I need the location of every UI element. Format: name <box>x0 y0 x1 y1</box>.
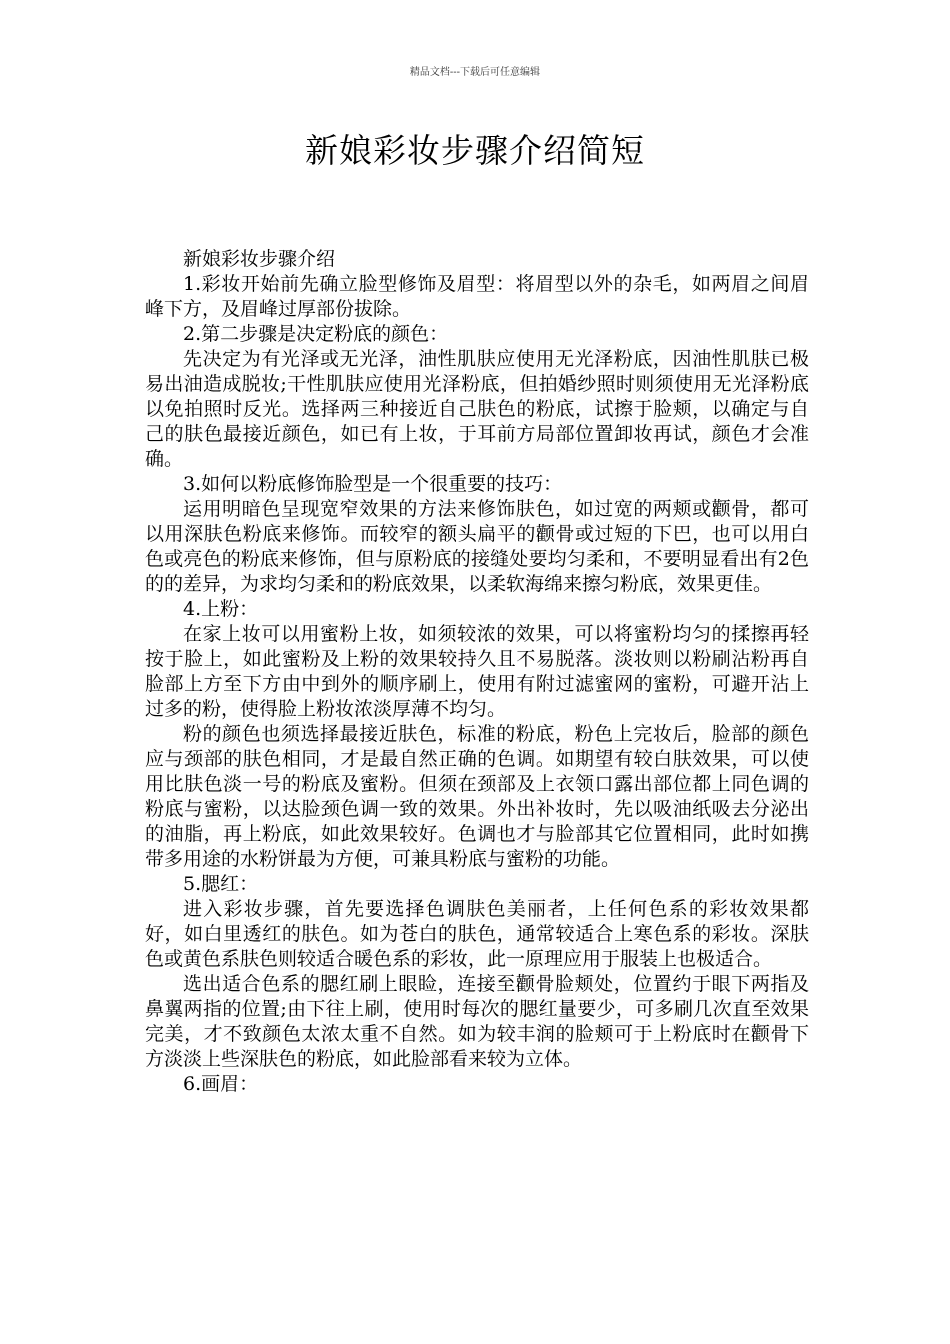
document-body <box>145 247 809 1097</box>
paragraph-step-4-heading: 4.上粉： <box>183 598 259 620</box>
paragraph-step-5-body: 进入彩妆步骤，首先要选择色调肤色美丽者，上任何色系的彩妆效果都好，如白里透红的肤色。如为苍白的肤色，通常较适合上寒色系的彩妆。深肤色或黄色系肤色则较适合暖色系的彩妆，此一原理应用于服装上也极适合。 <box>145 898 809 970</box>
document-title: 新娘彩妆步骤介绍简短 <box>305 131 645 170</box>
paragraph-step-3-heading: 3.如何以粉底修饰脸型是一个很重要的技巧： <box>183 473 563 495</box>
header-note: 精品文档---下载后可任意编辑 <box>409 67 541 78</box>
paragraph-step-3-body: 运用明暗色呈现宽窄效果的方法来修饰肤色，如过宽的两颊或颧骨，都可以用深肤色粉底来修饰。而较窄的额头扁平的颧骨或过短的下巴，也可以用白色或亮色的粉底来修饰，但与原粉底的接缝处要均匀柔和，不要明显看出有2色的的差异，为求均匀柔和的粉底效果，以柔软海绵来擦匀粉底，效果更佳。 <box>145 498 809 595</box>
paragraph-step-1: 1.彩妆开始前先确立脸型修饰及眉型：将眉型以外的杂毛，如两眉之间眉峰下方，及眉峰过厚部份拔除。 <box>145 273 809 320</box>
paragraph-step-5-heading: 5.腮红： <box>183 873 259 895</box>
paragraph-step-6-heading: 6.画眉： <box>183 1073 259 1095</box>
paragraph-step-5-body-2: 选出适合色系的腮红刷上眼睑，连接至颧骨脸颊处，位置约于眼下两指及鼻翼两指的位置;由下往上刷，使用时每次的腮红量要少，可多刷几次直至效果完美，才不致颜色太浓太重不自然。如为较丰润的脸颊可于上粉底时在颧骨下方淡淡上些深肤色的粉底，如此脸部看来较为立体。 <box>145 973 809 1070</box>
paragraph-step-4-body-2: 粉的颜色也须选择最接近肤色，标准的粉底，粉色上完妆后，脸部的颜色应与颈部的肤色相同，才是最自然正确的色调。如期望有较白肤效果，可以使用比肤色淡一号的粉底及蜜粉。但须在颈部及上衣领口露出部位都上同色调的粉底与蜜粉，以达脸颈色调一致的效果。外出补妆时，先以吸油纸吸去分泌出的油脂，再上粉底，如此效果较好。色调也才与脸部其它位置相同，此时如携带多用途的水粉饼最为方便，可兼具粉底与蜜粉的功能。 <box>145 723 809 870</box>
paragraph-step-4-body: 在家上妆可以用蜜粉上妆，如须较浓的效果，可以将蜜粉均匀的揉擦再轻按于脸上，如此蜜粉及上粉的效果较持久且不易脱落。淡妆则以粉刷沾粉再自脸部上方至下方由中到外的顺序刷上，使用有附过滤蜜网的蜜粉，可避开沾上过多的粉，使得脸上粉妆浓淡厚薄不均匀。 <box>145 623 809 720</box>
paragraph-step-2-body: 先决定为有光泽或无光泽，油性肌肤应使用无光泽粉底，因油性肌肤已极易出油造成脱妆;干性肌肤应使用光泽粉底，但拍婚纱照时则须使用无光泽粉底以免拍照时反光。选择两三种接近自己肤色的粉底，试擦于脸颊，以确定与自己的肤色最接近颜色，如已有上妆，于耳前方局部位置卸妆再试，颜色才会准确。 <box>145 348 809 470</box>
paragraph-step-2-heading: 2.第二步骤是决定粉底的颜色： <box>183 323 449 345</box>
paragraph-intro: 新娘彩妆步骤介绍 <box>183 248 336 270</box>
